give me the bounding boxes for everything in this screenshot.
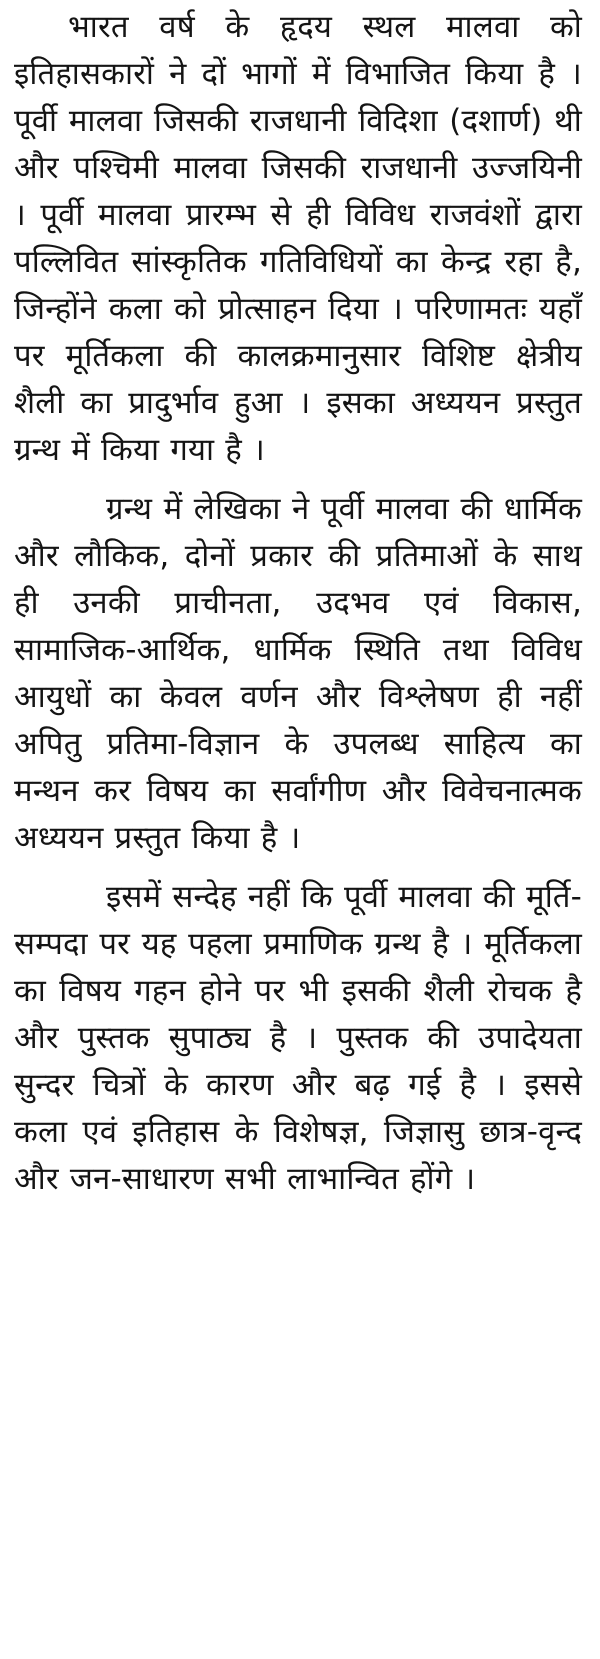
- book-evaluation-paragraph: इसमें सन्देह नहीं कि पूर्वी मालवा की मूर्ति-सम्पदा पर यह पहला प्रमाणिक ग्रन्थ है । मूर्तिकला का विषय गहन होने पर भी इसकी शैली रोचक है और पुस्तक सुपाठ्य है । पुस्तक की उपादेयता सुन्दर चित्रों के कारण और बढ़ गई है । इससे कला एवं इतिहास के विशेषज्ञ, जिज्ञासु छात्र-वृन्द और जन-साधारण सभी लाभान्वित होंगे ।: [14, 879, 582, 1197]
- book-content-paragraph: ग्रन्थ में लेखिका ने पूर्वी मालवा की धार्मिक और लौकिक, दोनों प्रकार की प्रतिमाओं के साथ ही उनकी प्राचीनता, उदभव एवं विकास, सामाजिक-आर्थिक, धार्मिक स्थिति तथा विविध आयुधों का केवल वर्णन और विश्लेषण ही नहीं अपितु प्रतिमा-विज्ञान के उपलब्ध साहित्य का मन्थन कर विषय का सर्वांगीण और विवेचनात्मक अध्ययन प्रस्तुत किया है ।: [14, 491, 582, 856]
- intro-paragraph: भारत वर्ष के हृदय स्थल मालवा को इतिहासकारों ने दों भागों में विभाजित किया है । पूर्वी मालवा जिसकी राजधानी विदिशा (दशार्ण) थी और पश्चिमी मालवा जिसकी राजधानी उज्जयिनी । पूर्वी मालवा प्रारम्भ से ही विविध राजवंशों द्वारा पल्लिवित सांस्कृतिक गतिविधियों का केन्द्र रहा है, जिन्होंने कला को प्रोत्साहन दिया । परिणामतः यहाँ पर मूर्तिकला की कालक्रमानुसार विशिष्ट क्षेत्रीय शैली का प्रादुर्भाव हुआ । इसका अध्ययन प्रस्तुत ग्रन्थ में किया गया है ।: [14, 9, 582, 468]
